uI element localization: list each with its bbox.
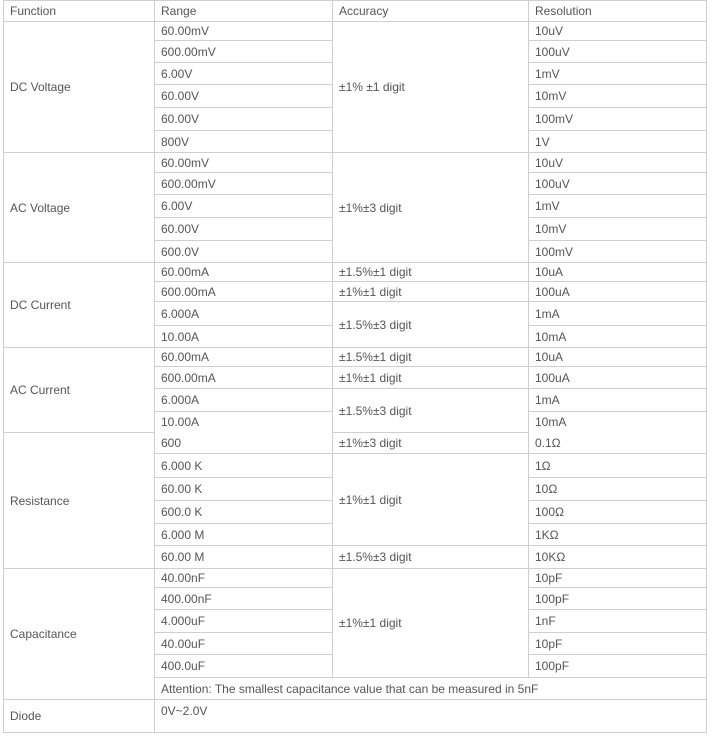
- resolution-cell: 1mV: [529, 63, 707, 85]
- header-accuracy: Accuracy: [333, 1, 529, 22]
- resolution-cell: 0.1Ω: [529, 433, 707, 454]
- resolution-cell: 10uV: [529, 22, 707, 41]
- range-cell: 400.0uF: [155, 655, 333, 678]
- range-cell: 600: [155, 433, 333, 454]
- resolution-cell: 100uA: [529, 367, 707, 389]
- range-cell: 6.000A: [155, 302, 333, 326]
- range-cell: 400.00nF: [155, 588, 333, 610]
- function-resistance: Resistance: [4, 433, 155, 569]
- resolution-cell: 10uV: [529, 153, 707, 173]
- range-cell: 6.000 M: [155, 524, 333, 546]
- range-cell: 600.00mV: [155, 41, 333, 63]
- accuracy-cell: ±1.5%±3 digit: [333, 302, 529, 348]
- range-cell: 600.00mA: [155, 367, 333, 389]
- resolution-cell: 1mV: [529, 195, 707, 218]
- resolution-cell: 10pF: [529, 569, 707, 588]
- accuracy-cell: ±1.5%±1 digit: [333, 263, 529, 282]
- accuracy-cell: ±1%±1 digit: [333, 282, 529, 302]
- resolution-cell: 1KΩ: [529, 524, 707, 546]
- range-cell: 6.000 K: [155, 454, 333, 478]
- accuracy-cell: ±1%±1 digit: [333, 569, 529, 678]
- function-ac-voltage: AC Voltage: [4, 153, 155, 263]
- range-cell: 600.00mV: [155, 173, 333, 195]
- resolution-cell: 100pF: [529, 588, 707, 610]
- resolution-cell: 100mV: [529, 108, 707, 131]
- range-cell: 10.00A: [155, 412, 333, 433]
- resolution-cell: 10mA: [529, 412, 707, 433]
- table-row: [4, 263, 707, 282]
- resolution-cell: 1mA: [529, 389, 707, 412]
- resolution-cell: 100mV: [529, 241, 707, 263]
- resolution-cell: 1nF: [529, 610, 707, 633]
- header-resolution: Resolution: [529, 1, 707, 22]
- table-row: [4, 433, 707, 454]
- range-cell: 600.0 K: [155, 501, 333, 524]
- range-cell: 800V: [155, 131, 333, 153]
- range-cell: 60.00V: [155, 108, 333, 131]
- resolution-cell: 100uA: [529, 282, 707, 302]
- resolution-cell: 10pF: [529, 633, 707, 655]
- resolution-cell: 1V: [529, 131, 707, 153]
- resolution-cell: 100uV: [529, 173, 707, 195]
- function-dc-voltage: DC Voltage: [4, 22, 155, 153]
- resolution-cell: 10uA: [529, 263, 707, 282]
- range-cell: 60.00mA: [155, 348, 333, 367]
- resolution-cell: 10Ω: [529, 478, 707, 501]
- range-cell: 60.00mV: [155, 22, 333, 41]
- resolution-cell: 1mA: [529, 302, 707, 326]
- accuracy-cell: ±1.5%±3 digit: [333, 389, 529, 433]
- range-cell: 60.00V: [155, 85, 333, 108]
- resolution-cell: 10KΩ: [529, 546, 707, 569]
- function-ac-current: AC Current: [4, 348, 155, 433]
- range-cell: 40.00nF: [155, 569, 333, 588]
- range-cell: 6.00V: [155, 63, 333, 85]
- range-cell: 60.00 M: [155, 546, 333, 569]
- accuracy-cell: ±1%±3 digit: [333, 433, 529, 454]
- capacitance-note: Attention: The smallest capacitance value that can be measured in 5nF: [155, 678, 707, 700]
- range-cell: 4.000uF: [155, 610, 333, 633]
- function-diode: Diode: [4, 700, 155, 733]
- function-dc-current: DC Current: [4, 263, 155, 348]
- table-row: [4, 569, 707, 588]
- range-cell: 40.00uF: [155, 633, 333, 655]
- resolution-cell: 10uA: [529, 348, 707, 367]
- accuracy-cell: ±1%±1 digit: [333, 367, 529, 389]
- accuracy-cell: ±1%±1 digit: [333, 454, 529, 546]
- range-cell: 60.00mV: [155, 153, 333, 173]
- accuracy-cell: ±1.5%±1 digit: [333, 348, 529, 367]
- resolution-cell: 100uV: [529, 41, 707, 63]
- resolution-cell: 100Ω: [529, 501, 707, 524]
- range-cell: 60.00V: [155, 218, 333, 241]
- range-cell: 60.00mA: [155, 263, 333, 282]
- resolution-cell: 1Ω: [529, 454, 707, 478]
- range-cell: 10.00A: [155, 326, 333, 348]
- resolution-cell: 10mA: [529, 326, 707, 348]
- multimeter-spec-table: [3, 0, 707, 733]
- range-cell: 600.0V: [155, 241, 333, 263]
- accuracy-cell: ±1.5%±3 digit: [333, 546, 529, 569]
- header-range: Range: [155, 1, 333, 22]
- table-row: [4, 700, 707, 733]
- resolution-cell: 10mV: [529, 218, 707, 241]
- diode-range: 0V~2.0V: [155, 700, 707, 733]
- range-cell: 600.00mA: [155, 282, 333, 302]
- function-capacitance: Capacitance: [4, 569, 155, 700]
- accuracy-cell: ±1%±3 digit: [333, 153, 529, 263]
- header-row: [4, 1, 707, 22]
- range-cell: 6.00V: [155, 195, 333, 218]
- range-cell: 60.00 K: [155, 478, 333, 501]
- resolution-cell: 100pF: [529, 655, 707, 678]
- accuracy-cell: ±1% ±1 digit: [333, 22, 529, 153]
- table-row: [4, 22, 707, 41]
- table-row: [4, 348, 707, 367]
- resolution-cell: 10mV: [529, 85, 707, 108]
- table-row: [4, 153, 707, 173]
- range-cell: 6.000A: [155, 389, 333, 412]
- header-function: Function: [4, 1, 155, 22]
